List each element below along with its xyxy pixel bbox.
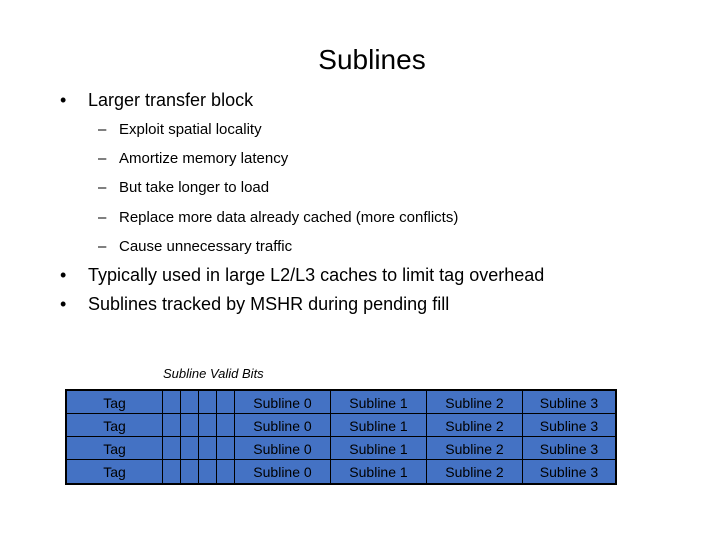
slide-title: Sublines (318, 44, 426, 75)
tag-cell: Tag (67, 391, 163, 414)
subline-cell: Subline 3 (523, 391, 615, 414)
subline-cell: Subline 2 (427, 460, 523, 483)
sub-bullet-marker: – (98, 150, 107, 167)
cache-line-row (67, 391, 615, 414)
valid-bit-cell (217, 437, 235, 460)
bullet-item (60, 294, 449, 315)
tag-cell: Tag (67, 460, 163, 483)
valid-bit-cell (199, 391, 217, 414)
sub-bullet-text: Cause unnecessary traffic (119, 238, 293, 255)
subline-cell: Subline 1 (331, 460, 427, 483)
valid-bit-cell (163, 460, 181, 483)
sub-bullet-marker: – (98, 121, 107, 138)
bullet-marker: • (60, 265, 67, 285)
subline-cell: Subline 2 (427, 391, 523, 414)
sub-bullet-item (98, 179, 269, 196)
tag-cell: Tag (67, 414, 163, 437)
sub-bullet-item (98, 209, 458, 226)
figure-caption: Subline Valid Bits (163, 366, 264, 381)
valid-bit-cell (217, 391, 235, 414)
valid-bit-cell (181, 414, 199, 437)
valid-bit-cell (199, 437, 217, 460)
subline-cell: Subline 3 (523, 414, 615, 437)
bullet-text: Larger transfer block (88, 90, 254, 110)
sub-bullet-marker: – (98, 209, 107, 226)
bullet-text: Sublines tracked by MSHR during pending fill (88, 294, 450, 314)
subline-cell: Subline 0 (235, 414, 331, 437)
bullet-text: Typically used in large L2/L3 caches to limit tag overhead (88, 265, 545, 285)
sub-bullet-text: Amortize memory latency (119, 150, 289, 167)
sub-bullet-item (98, 238, 292, 255)
tag-cell: Tag (67, 437, 163, 460)
cache-line-diagram (65, 389, 617, 485)
subline-cell: Subline 2 (427, 437, 523, 460)
cache-line-row (67, 414, 615, 437)
valid-bit-cell (181, 391, 199, 414)
valid-bit-cell (181, 460, 199, 483)
valid-bit-cell (199, 460, 217, 483)
sub-bullet-text: Replace more data already cached (more conflicts) (119, 209, 459, 226)
bullet-marker: • (60, 294, 67, 314)
cache-line-row (67, 437, 615, 460)
valid-bit-cell (217, 460, 235, 483)
subline-cell: Subline 1 (331, 391, 427, 414)
sub-bullet-marker: – (98, 238, 107, 255)
subline-cell: Subline 1 (331, 414, 427, 437)
valid-bit-cell (163, 414, 181, 437)
subline-cell: Subline 0 (235, 391, 331, 414)
subline-cell: Subline 2 (427, 414, 523, 437)
subline-cell: Subline 0 (235, 437, 331, 460)
bullet-marker: • (60, 90, 67, 110)
cache-line-row (67, 460, 615, 483)
subline-cell: Subline 3 (523, 437, 615, 460)
valid-bit-cell (181, 437, 199, 460)
valid-bit-cell (163, 437, 181, 460)
bullet-item (60, 90, 253, 111)
valid-bit-cell (199, 414, 217, 437)
subline-cell: Subline 3 (539, 464, 599, 480)
valid-bit-cell (217, 414, 235, 437)
subline-cell: Subline 0 (235, 460, 331, 483)
valid-bit-cell (163, 391, 181, 414)
sub-bullet-item (98, 121, 262, 138)
sub-bullet-text: But take longer to load (119, 179, 270, 196)
bullet-item (60, 265, 544, 286)
sub-bullet-text: Exploit spatial locality (119, 121, 262, 138)
sub-bullet-item (98, 150, 288, 167)
sub-bullet-marker: – (98, 179, 107, 196)
subline-cell: Subline 1 (331, 437, 427, 460)
